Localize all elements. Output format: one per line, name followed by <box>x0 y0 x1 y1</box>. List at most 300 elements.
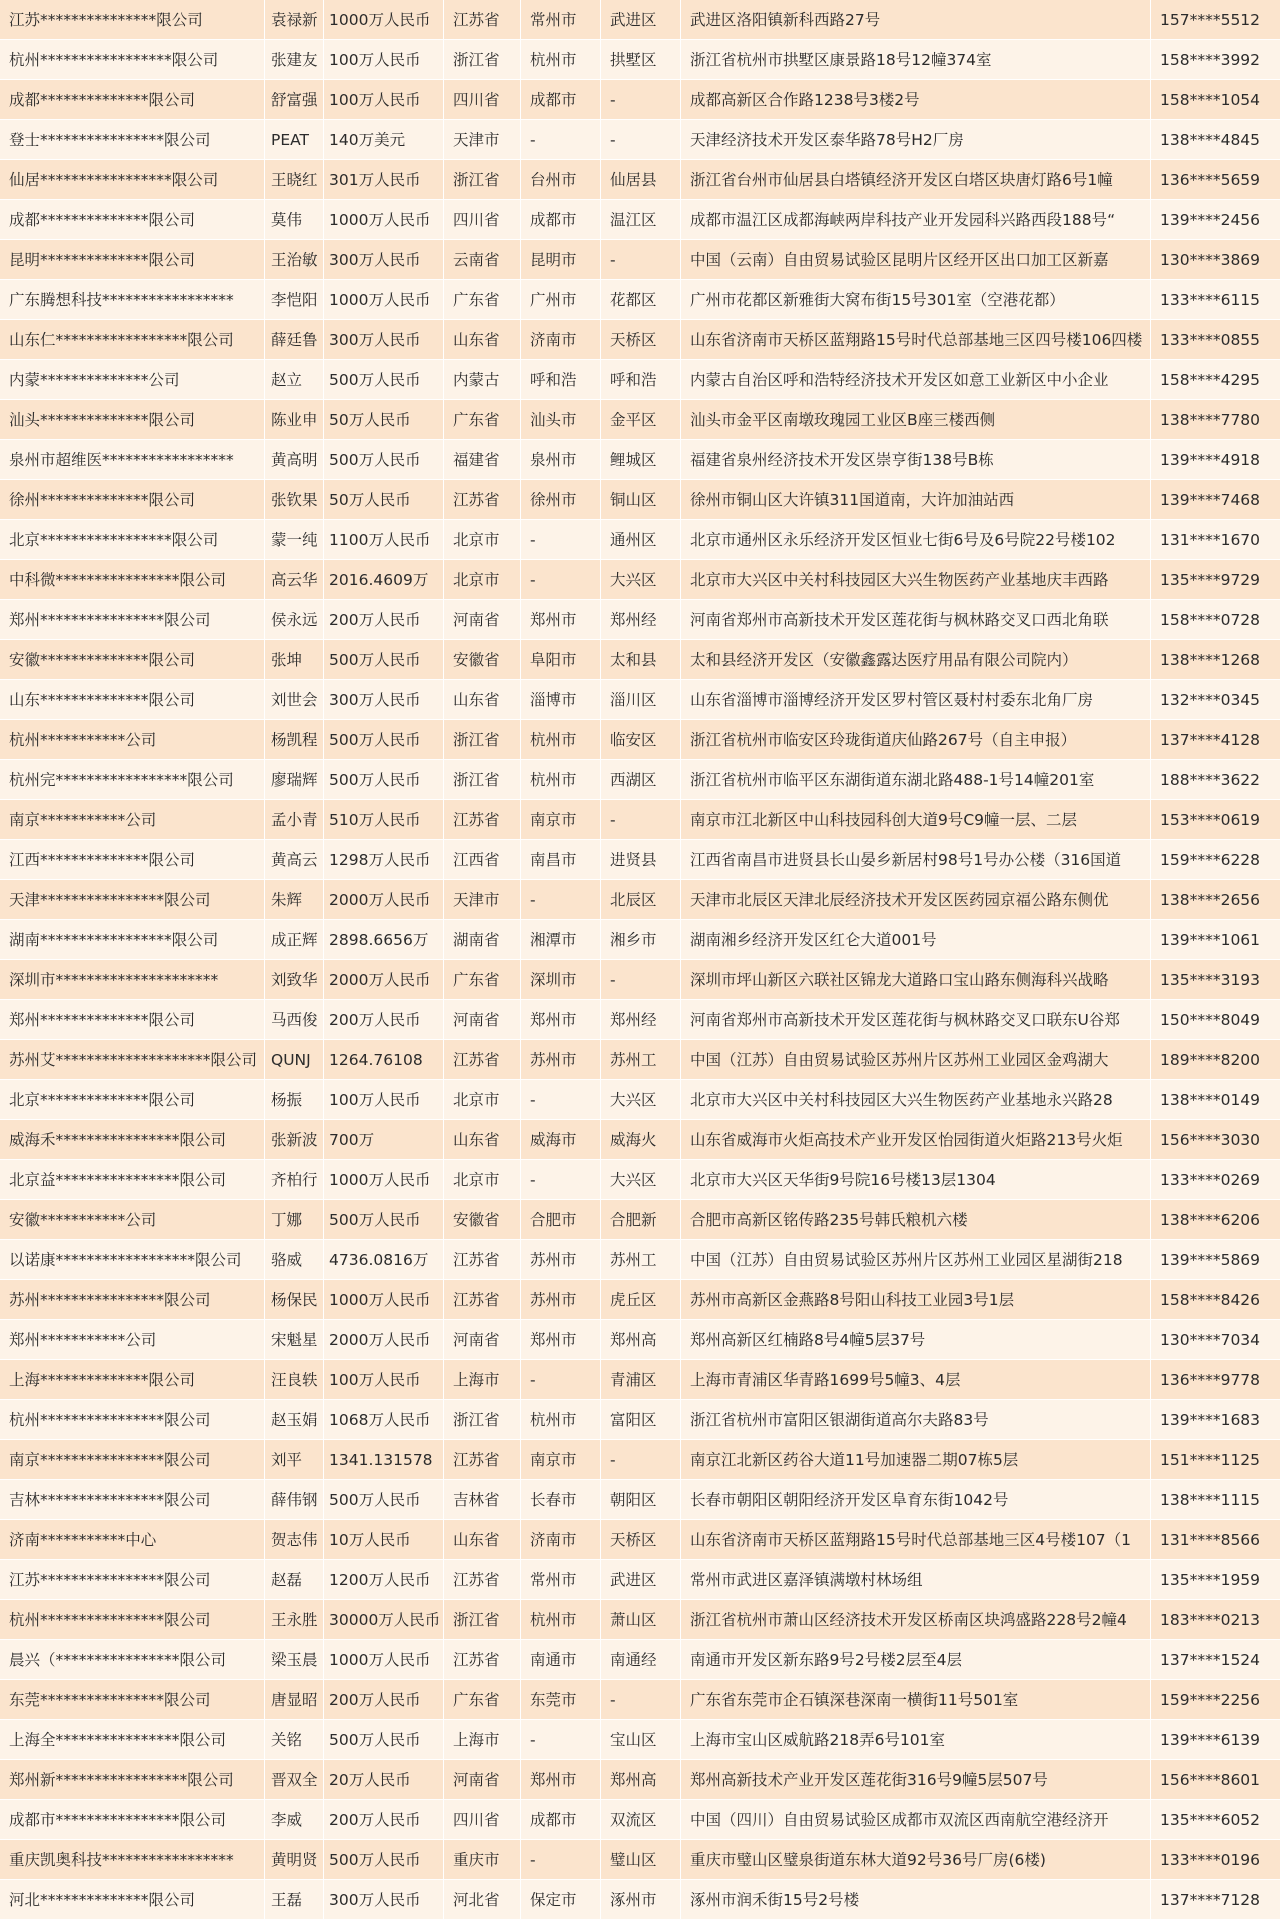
person-cell: 莫伟 <box>265 200 324 240</box>
table-row <box>0 320 1280 360</box>
province-cell: 江苏省 <box>444 1560 521 1600</box>
phone-cell: 139****1683 <box>1151 1400 1280 1440</box>
person-cell: 蒙一纯 <box>265 520 324 560</box>
district-cell: 淄川区 <box>601 680 681 720</box>
address-cell: 合肥市高新区铭传路235号韩氏粮机六楼 <box>681 1200 1151 1240</box>
province-cell: 上海市 <box>444 1360 521 1400</box>
province-cell: 河南省 <box>444 1760 521 1800</box>
company-cell: 杭州*****************限公司 <box>0 40 265 80</box>
city-cell: 成都市 <box>521 80 601 120</box>
capital-cell: 200万人民币 <box>324 1680 444 1720</box>
phone-cell: 157****5512 <box>1151 0 1280 40</box>
company-cell: 泉州市超维医***************** <box>0 440 265 480</box>
company-cell: 济南***********中心 <box>0 1520 265 1560</box>
district-cell: 太和县 <box>601 640 681 680</box>
company-cell: 江苏***************限公司 <box>0 0 265 40</box>
province-cell: 四川省 <box>444 1800 521 1840</box>
address-cell: 山东省济南市天桥区蓝翔路15号时代总部基地三区4号楼107（1 <box>681 1520 1151 1560</box>
district-cell: 璧山区 <box>601 1840 681 1880</box>
person-cell: 成正辉 <box>265 920 324 960</box>
province-cell: 广东省 <box>444 960 521 1000</box>
table-row <box>0 920 1280 960</box>
capital-cell: 2000万人民币 <box>324 1320 444 1360</box>
person-cell: 梁玉晨 <box>265 1640 324 1680</box>
district-cell: 郑州经 <box>601 600 681 640</box>
address-cell: 福建省泉州经济技术开发区崇亨街138号B栋 <box>681 440 1151 480</box>
company-cell: 广东腾想科技***************** <box>0 280 265 320</box>
table-row <box>0 360 1280 400</box>
person-cell: 王永胜 <box>265 1600 324 1640</box>
province-cell: 广东省 <box>444 1680 521 1720</box>
province-cell: 浙江省 <box>444 760 521 800</box>
address-cell: 山东省威海市火炬高技术产业开发区怡园街道火炬路213号火炬 <box>681 1120 1151 1160</box>
table-row <box>0 1320 1280 1360</box>
person-cell: 丁娜 <box>265 1200 324 1240</box>
phone-cell: 158****3992 <box>1151 40 1280 80</box>
district-cell: - <box>601 800 681 840</box>
capital-cell: 500万人民币 <box>324 760 444 800</box>
capital-cell: 1000万人民币 <box>324 1640 444 1680</box>
province-cell: 北京市 <box>444 520 521 560</box>
company-cell: 汕头**************限公司 <box>0 400 265 440</box>
company-cell: 安徽***********公司 <box>0 1200 265 1240</box>
city-cell: 南昌市 <box>521 840 601 880</box>
company-cell: 徐州**************限公司 <box>0 480 265 520</box>
person-cell: 廖瑞辉 <box>265 760 324 800</box>
address-cell: 湖南湘乡经济开发区红仑大道001号 <box>681 920 1151 960</box>
province-cell: 天津市 <box>444 880 521 920</box>
capital-cell: 1000万人民币 <box>324 280 444 320</box>
person-cell: QUNJ <box>265 1040 324 1080</box>
city-cell: - <box>521 1160 601 1200</box>
address-cell: 上海市宝山区威航路218弄6号101室 <box>681 1720 1151 1760</box>
city-cell: 杭州市 <box>521 760 601 800</box>
province-cell: 河北省 <box>444 1880 521 1920</box>
table-row <box>0 1600 1280 1640</box>
phone-cell: 131****8566 <box>1151 1520 1280 1560</box>
address-cell: 广东省东莞市企石镇深巷深南一横街11号501室 <box>681 1680 1151 1720</box>
table-row <box>0 680 1280 720</box>
person-cell: 黄高明 <box>265 440 324 480</box>
person-cell: 高云华 <box>265 560 324 600</box>
capital-cell: 1298万人民币 <box>324 840 444 880</box>
capital-cell: 500万人民币 <box>324 640 444 680</box>
table-row <box>0 160 1280 200</box>
person-cell: 刘世会 <box>265 680 324 720</box>
district-cell: 合肥新 <box>601 1200 681 1240</box>
address-cell: 中国（云南）自由贸易试验区昆明片区经开区出口加工区新嘉 <box>681 240 1151 280</box>
district-cell: - <box>601 240 681 280</box>
company-cell: 郑州****************限公司 <box>0 600 265 640</box>
table-row <box>0 640 1280 680</box>
city-cell: 郑州市 <box>521 1320 601 1360</box>
table-row <box>0 480 1280 520</box>
company-cell: 江苏****************限公司 <box>0 1560 265 1600</box>
phone-cell: 158****8426 <box>1151 1280 1280 1320</box>
address-cell: 郑州高新区红楠路8号4幢5层37号 <box>681 1320 1151 1360</box>
table-row <box>0 1280 1280 1320</box>
company-cell: 上海全****************限公司 <box>0 1720 265 1760</box>
table-row <box>0 440 1280 480</box>
company-cell: 上海**************限公司 <box>0 1360 265 1400</box>
address-cell: 天津经济技术开发区泰华路78号H2厂房 <box>681 120 1151 160</box>
phone-cell: 137****7128 <box>1151 1880 1280 1920</box>
company-cell: 天津****************限公司 <box>0 880 265 920</box>
phone-cell: 189****8200 <box>1151 1040 1280 1080</box>
capital-cell: 100万人民币 <box>324 1360 444 1400</box>
person-cell: 汪良轶 <box>265 1360 324 1400</box>
person-cell: 杨凯程 <box>265 720 324 760</box>
phone-cell: 159****6228 <box>1151 840 1280 880</box>
company-cell: 成都市****************限公司 <box>0 1800 265 1840</box>
address-cell: 浙江省杭州市拱墅区康景路18号12幢374室 <box>681 40 1151 80</box>
city-cell: 济南市 <box>521 320 601 360</box>
address-cell: 徐州市铜山区大许镇311国道南，大许加油站西 <box>681 480 1151 520</box>
address-cell: 内蒙古自治区呼和浩特经济技术开发区如意工业新区中小企业 <box>681 360 1151 400</box>
phone-cell: 138****0149 <box>1151 1080 1280 1120</box>
address-cell: 浙江省杭州市临安区玲珑街道庆仙路267号（自主申报） <box>681 720 1151 760</box>
table-row <box>0 1560 1280 1600</box>
table-row <box>0 1120 1280 1160</box>
address-cell: 郑州高新技术产业开发区莲花街316号9幢5层507号 <box>681 1760 1151 1800</box>
company-cell: 重庆凯奥科技***************** <box>0 1840 265 1880</box>
capital-cell: 2898.6656万 <box>324 920 444 960</box>
table-row <box>0 0 1280 40</box>
address-cell: 广州市花都区新雅街大窝布街15号301室（空港花都） <box>681 280 1151 320</box>
person-cell: 晋双全 <box>265 1760 324 1800</box>
capital-cell: 2000万人民币 <box>324 880 444 920</box>
person-cell: 张坤 <box>265 640 324 680</box>
city-cell: - <box>521 1840 601 1880</box>
city-cell: 杭州市 <box>521 720 601 760</box>
province-cell: 安徽省 <box>444 1200 521 1240</box>
phone-cell: 158****1054 <box>1151 80 1280 120</box>
company-cell: 南京****************限公司 <box>0 1440 265 1480</box>
person-cell: 袁禄新 <box>265 0 324 40</box>
phone-cell: 156****3030 <box>1151 1120 1280 1160</box>
address-cell: 浙江省台州市仙居县白塔镇经济开发区白塔区块唐灯路6号1幢 <box>681 160 1151 200</box>
city-cell: 苏州市 <box>521 1040 601 1080</box>
table-row <box>0 1480 1280 1520</box>
capital-cell: 200万人民币 <box>324 1800 444 1840</box>
company-cell: 杭州***********公司 <box>0 720 265 760</box>
province-cell: 江苏省 <box>444 800 521 840</box>
address-cell: 太和县经济开发区（安徽鑫露达医疗用品有限公司院内） <box>681 640 1151 680</box>
address-cell: 汕头市金平区南墩玫瑰园工业区B座三楼西侧 <box>681 400 1151 440</box>
province-cell: 四川省 <box>444 80 521 120</box>
person-cell: 关铭 <box>265 1720 324 1760</box>
address-cell: 重庆市璧山区璧泉街道东林大道92号36号厂房(6楼) <box>681 1840 1151 1880</box>
address-cell: 河南省郑州市高新技术开发区莲花街与枫林路交叉口联东U谷郑 <box>681 1000 1151 1040</box>
capital-cell: 140万美元 <box>324 120 444 160</box>
province-cell: 福建省 <box>444 440 521 480</box>
city-cell: 合肥市 <box>521 1200 601 1240</box>
province-cell: 浙江省 <box>444 40 521 80</box>
district-cell: 大兴区 <box>601 560 681 600</box>
phone-cell: 135****3193 <box>1151 960 1280 1000</box>
address-cell: 天津市北辰区天津北辰经济技术开发区医药园京福公路东侧优 <box>681 880 1151 920</box>
district-cell: 温江区 <box>601 200 681 240</box>
capital-cell: 700万 <box>324 1120 444 1160</box>
capital-cell: 100万人民币 <box>324 40 444 80</box>
company-cell: 北京*****************限公司 <box>0 520 265 560</box>
phone-cell: 139****4918 <box>1151 440 1280 480</box>
capital-cell: 500万人民币 <box>324 1200 444 1240</box>
district-cell: 呼和浩 <box>601 360 681 400</box>
province-cell: 浙江省 <box>444 1400 521 1440</box>
capital-cell: 1264.76108 <box>324 1040 444 1080</box>
capital-cell: 300万人民币 <box>324 1880 444 1920</box>
district-cell: 苏州工 <box>601 1240 681 1280</box>
province-cell: 山东省 <box>444 1120 521 1160</box>
address-cell: 中国（江苏）自由贸易试验区苏州片区苏州工业园区星湖街218 <box>681 1240 1151 1280</box>
province-cell: 吉林省 <box>444 1480 521 1520</box>
district-cell: 天桥区 <box>601 1520 681 1560</box>
person-cell: 孟小青 <box>265 800 324 840</box>
district-cell: 郑州高 <box>601 1760 681 1800</box>
capital-cell: 300万人民币 <box>324 240 444 280</box>
person-cell: 马西俊 <box>265 1000 324 1040</box>
capital-cell: 50万人民币 <box>324 400 444 440</box>
person-cell: 李恺阳 <box>265 280 324 320</box>
district-cell: 双流区 <box>601 1800 681 1840</box>
city-cell: 淄博市 <box>521 680 601 720</box>
phone-cell: 139****7468 <box>1151 480 1280 520</box>
person-cell: 薛廷鲁 <box>265 320 324 360</box>
city-cell: - <box>521 120 601 160</box>
person-cell: 贺志伟 <box>265 1520 324 1560</box>
table-row <box>0 40 1280 80</box>
province-cell: 山东省 <box>444 680 521 720</box>
district-cell: 郑州经 <box>601 1000 681 1040</box>
person-cell: 骆威 <box>265 1240 324 1280</box>
city-cell: 成都市 <box>521 200 601 240</box>
phone-cell: 133****6115 <box>1151 280 1280 320</box>
city-cell: 成都市 <box>521 1800 601 1840</box>
district-cell: 临安区 <box>601 720 681 760</box>
table-row <box>0 1160 1280 1200</box>
district-cell: 朝阳区 <box>601 1480 681 1520</box>
address-cell: 深圳市坪山新区六联社区锦龙大道路口宝山路东侧海科兴战略 <box>681 960 1151 1000</box>
company-cell: 杭州完*****************限公司 <box>0 760 265 800</box>
district-cell: 虎丘区 <box>601 1280 681 1320</box>
person-cell: 张新波 <box>265 1120 324 1160</box>
person-cell: 黄明贤 <box>265 1840 324 1880</box>
district-cell: - <box>601 960 681 1000</box>
district-cell: 涿州市 <box>601 1880 681 1920</box>
address-cell: 河南省郑州市高新技术开发区莲花街与枫林路交叉口西北角联 <box>681 600 1151 640</box>
phone-cell: 188****3622 <box>1151 760 1280 800</box>
table-row <box>0 1000 1280 1040</box>
table-row <box>0 1400 1280 1440</box>
person-cell: 陈业申 <box>265 400 324 440</box>
city-cell: 杭州市 <box>521 1400 601 1440</box>
address-cell: 北京市大兴区天华街9号院16号楼13层1304 <box>681 1160 1151 1200</box>
table-row <box>0 240 1280 280</box>
city-cell: - <box>521 520 601 560</box>
province-cell: 江苏省 <box>444 1640 521 1680</box>
phone-cell: 139****5869 <box>1151 1240 1280 1280</box>
company-cell: 北京**************限公司 <box>0 1080 265 1120</box>
province-cell: 江苏省 <box>444 1240 521 1280</box>
person-cell: PEAT <box>265 120 324 160</box>
capital-cell: 300万人民币 <box>324 320 444 360</box>
person-cell: 王治敏 <box>265 240 324 280</box>
table-row <box>0 600 1280 640</box>
city-cell: 郑州市 <box>521 600 601 640</box>
company-cell: 以诺康******************限公司 <box>0 1240 265 1280</box>
district-cell: - <box>601 120 681 160</box>
company-cell: 郑州**************限公司 <box>0 1000 265 1040</box>
province-cell: 湖南省 <box>444 920 521 960</box>
person-cell: 赵玉娟 <box>265 1400 324 1440</box>
phone-cell: 138****1115 <box>1151 1480 1280 1520</box>
address-cell: 南京江北新区药谷大道11号加速器二期07栋5层 <box>681 1440 1151 1480</box>
phone-cell: 133****0269 <box>1151 1160 1280 1200</box>
capital-cell: 50万人民币 <box>324 480 444 520</box>
table-row <box>0 1800 1280 1840</box>
person-cell: 朱辉 <box>265 880 324 920</box>
province-cell: 河南省 <box>444 1000 521 1040</box>
table-row <box>0 840 1280 880</box>
province-cell: 重庆市 <box>444 1840 521 1880</box>
company-cell: 南京***********公司 <box>0 800 265 840</box>
province-cell: 江苏省 <box>444 480 521 520</box>
phone-cell: 159****2256 <box>1151 1680 1280 1720</box>
company-cell: 成都**************限公司 <box>0 80 265 120</box>
district-cell: 武进区 <box>601 0 681 40</box>
phone-cell: 138****1268 <box>1151 640 1280 680</box>
capital-cell: 1000万人民币 <box>324 200 444 240</box>
capital-cell: 500万人民币 <box>324 1840 444 1880</box>
table-row <box>0 800 1280 840</box>
city-cell: - <box>521 1080 601 1120</box>
address-cell: 中国（江苏）自由贸易试验区苏州片区苏州工业园区金鸡湖大 <box>681 1040 1151 1080</box>
city-cell: - <box>521 880 601 920</box>
phone-cell: 138****4845 <box>1151 120 1280 160</box>
district-cell: 金平区 <box>601 400 681 440</box>
province-cell: 江苏省 <box>444 1280 521 1320</box>
city-cell: 威海市 <box>521 1120 601 1160</box>
province-cell: 上海市 <box>444 1720 521 1760</box>
table-row <box>0 200 1280 240</box>
person-cell: 宋魁星 <box>265 1320 324 1360</box>
address-cell: 南京市江北新区中山科技园科创大道9号C9幢一层、二层 <box>681 800 1151 840</box>
address-cell: 武进区洛阳镇新科西路27号 <box>681 0 1151 40</box>
province-cell: 浙江省 <box>444 720 521 760</box>
city-cell: 汕头市 <box>521 400 601 440</box>
district-cell: 苏州工 <box>601 1040 681 1080</box>
phone-cell: 130****3869 <box>1151 240 1280 280</box>
province-cell: 山东省 <box>444 320 521 360</box>
capital-cell: 100万人民币 <box>324 1080 444 1120</box>
province-cell: 江苏省 <box>444 1440 521 1480</box>
district-cell: 南通经 <box>601 1640 681 1680</box>
company-cell: 仙居*****************限公司 <box>0 160 265 200</box>
district-cell: 天桥区 <box>601 320 681 360</box>
province-cell: 北京市 <box>444 1080 521 1120</box>
company-cell: 威海禾****************限公司 <box>0 1120 265 1160</box>
table-row <box>0 1760 1280 1800</box>
company-cell: 中科微****************限公司 <box>0 560 265 600</box>
capital-cell: 200万人民币 <box>324 1000 444 1040</box>
person-cell: 王晓红 <box>265 160 324 200</box>
province-cell: 河南省 <box>444 1320 521 1360</box>
capital-cell: 500万人民币 <box>324 1720 444 1760</box>
city-cell: - <box>521 1360 601 1400</box>
phone-cell: 132****0345 <box>1151 680 1280 720</box>
company-cell: 江西**************限公司 <box>0 840 265 880</box>
capital-cell: 1100万人民币 <box>324 520 444 560</box>
province-cell: 北京市 <box>444 560 521 600</box>
city-cell: 杭州市 <box>521 1600 601 1640</box>
address-cell: 苏州市高新区金燕路8号阳山科技工业园3号1层 <box>681 1280 1151 1320</box>
phone-cell: 139****1061 <box>1151 920 1280 960</box>
company-cell: 郑州新*****************限公司 <box>0 1760 265 1800</box>
company-cell: 北京益****************限公司 <box>0 1160 265 1200</box>
city-cell: 徐州市 <box>521 480 601 520</box>
person-cell: 赵磊 <box>265 1560 324 1600</box>
company-cell: 苏州艾********************限公司 <box>0 1040 265 1080</box>
district-cell: - <box>601 1680 681 1720</box>
person-cell: 李威 <box>265 1800 324 1840</box>
company-cell: 成都**************限公司 <box>0 200 265 240</box>
phone-cell: 158****4295 <box>1151 360 1280 400</box>
person-cell: 刘致华 <box>265 960 324 1000</box>
capital-cell: 500万人民币 <box>324 720 444 760</box>
company-cell: 杭州****************限公司 <box>0 1400 265 1440</box>
city-cell: 广州市 <box>521 280 601 320</box>
phone-cell: 135****1959 <box>1151 1560 1280 1600</box>
person-cell: 侯永远 <box>265 600 324 640</box>
capital-cell: 10万人民币 <box>324 1520 444 1560</box>
table-row <box>0 1200 1280 1240</box>
province-cell: 内蒙古 <box>444 360 521 400</box>
address-cell: 山东省淄博市淄博经济开发区罗村管区聂村村委东北角厂房 <box>681 680 1151 720</box>
person-cell: 杨保民 <box>265 1280 324 1320</box>
capital-cell: 1341.131578 <box>324 1440 444 1480</box>
address-cell: 浙江省杭州市富阳区银湖街道高尔夫路83号 <box>681 1400 1151 1440</box>
phone-cell: 139****2456 <box>1151 200 1280 240</box>
person-cell: 赵立 <box>265 360 324 400</box>
district-cell: 通州区 <box>601 520 681 560</box>
city-cell: 郑州市 <box>521 1000 601 1040</box>
capital-cell: 1068万人民币 <box>324 1400 444 1440</box>
company-cell: 山东仁*****************限公司 <box>0 320 265 360</box>
district-cell: - <box>601 1440 681 1480</box>
person-cell: 齐柏行 <box>265 1160 324 1200</box>
capital-cell: 200万人民币 <box>324 600 444 640</box>
city-cell: 保定市 <box>521 1880 601 1920</box>
phone-cell: 183****0213 <box>1151 1600 1280 1640</box>
city-cell: - <box>521 560 601 600</box>
phone-cell: 133****0196 <box>1151 1840 1280 1880</box>
capital-cell: 1200万人民币 <box>324 1560 444 1600</box>
person-cell: 舒富强 <box>265 80 324 120</box>
province-cell: 山东省 <box>444 1520 521 1560</box>
table-row <box>0 1520 1280 1560</box>
company-cell: 湖南*****************限公司 <box>0 920 265 960</box>
table-row <box>0 720 1280 760</box>
capital-cell: 1000万人民币 <box>324 1160 444 1200</box>
address-cell: 江西省南昌市进贤县长山晏乡新居村98号1号办公楼（316国道 <box>681 840 1151 880</box>
capital-cell: 500万人民币 <box>324 440 444 480</box>
phone-cell: 153****0619 <box>1151 800 1280 840</box>
address-cell: 中国（四川）自由贸易试验区成都市双流区西南航空港经济开 <box>681 1800 1151 1840</box>
capital-cell: 30000万人民币 <box>324 1600 444 1640</box>
address-cell: 北京市通州区永乐经济开发区恒业七街6号及6号院22号楼102 <box>681 520 1151 560</box>
province-cell: 江苏省 <box>444 0 521 40</box>
